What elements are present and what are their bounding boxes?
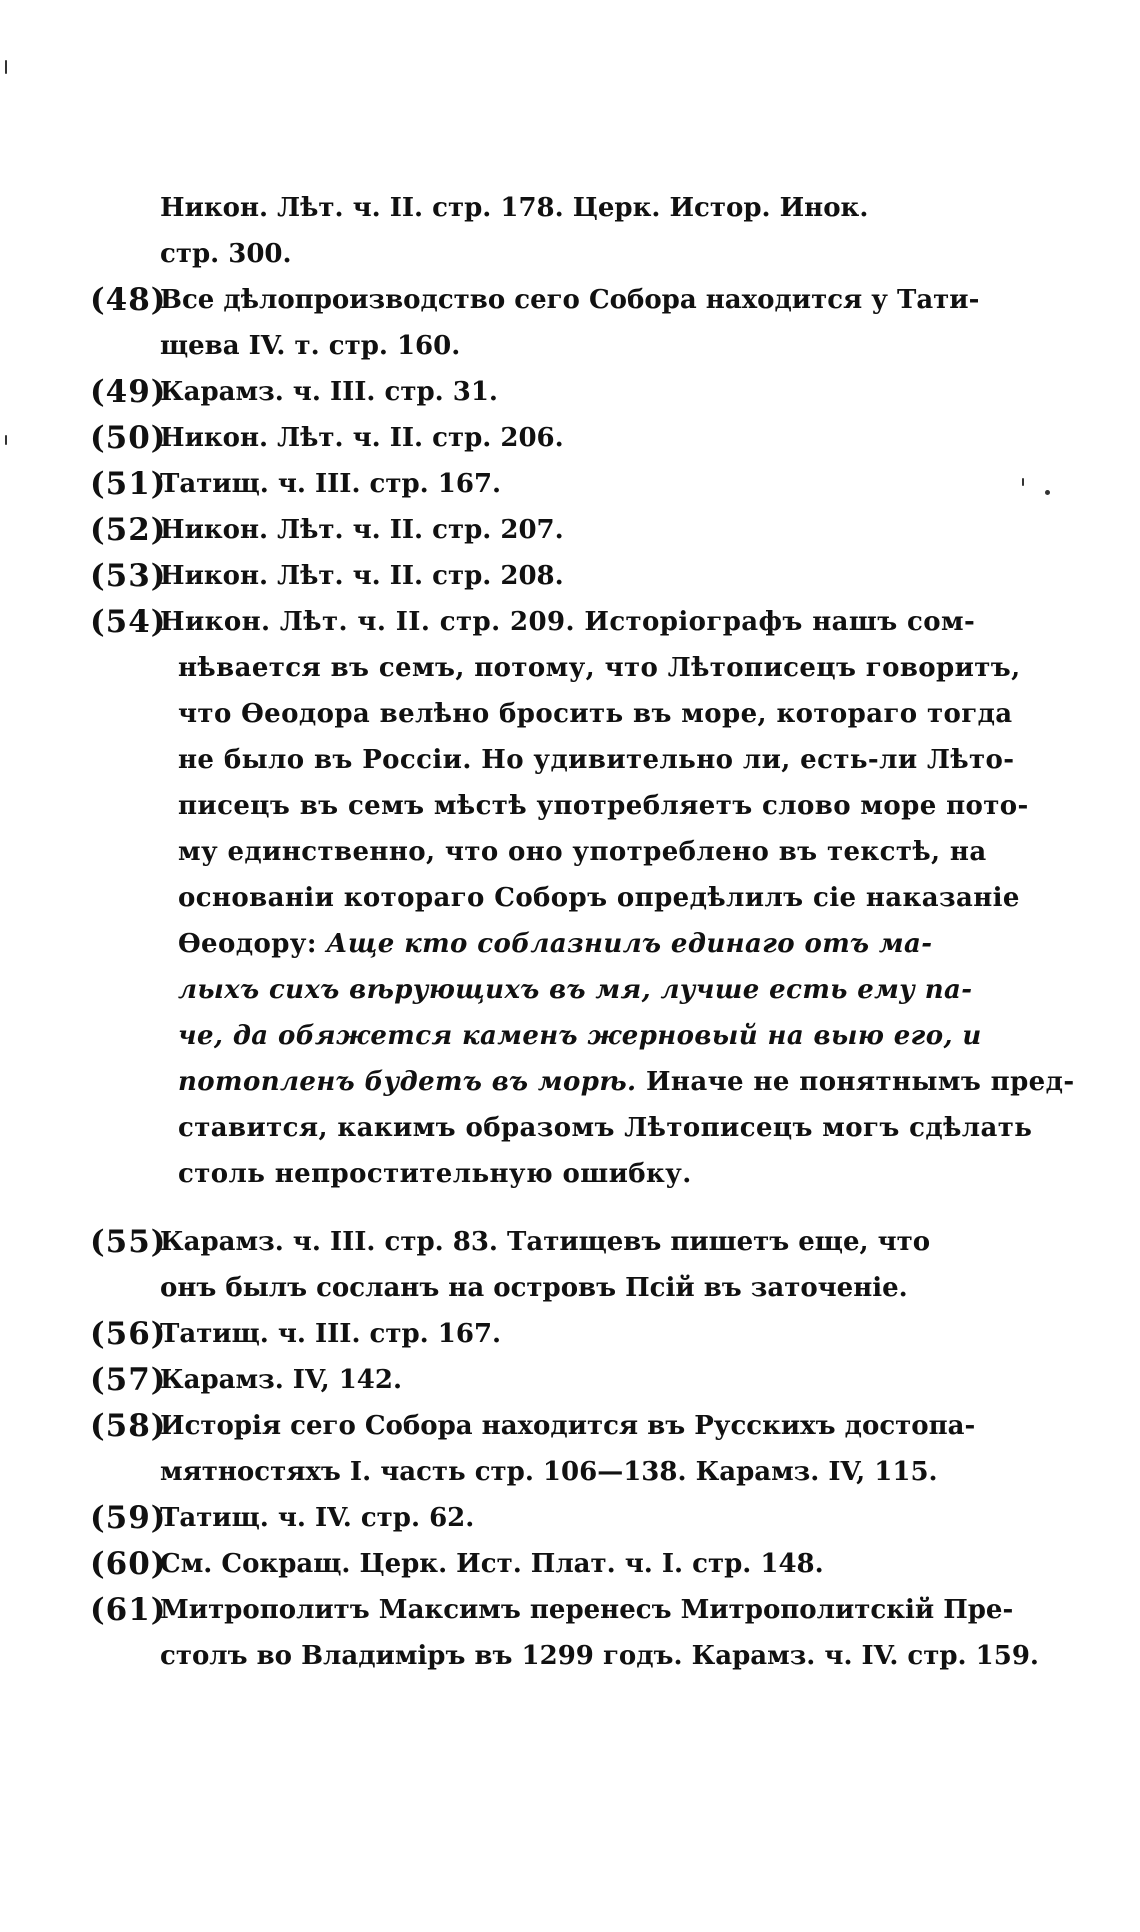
- footnote-60: [90, 1541, 960, 1587]
- note-line: нѣвается въ семъ, потому, что Лѣтописецъ говоритъ,: [178, 653, 1021, 683]
- footnote-number: (55): [90, 1224, 167, 1260]
- footnote-57: [90, 1357, 960, 1403]
- note-line: См. Сокращ. Церк. Ист. Плат. ч. I. стр. 148.: [160, 1549, 824, 1579]
- scripture-quote: потопленъ будетъ въ морѣ.: [178, 1067, 637, 1097]
- note-line: Никон. Лѣт. ч. II. стр. 208.: [160, 561, 564, 591]
- note-line: Татищ. ч. IV. стр. 62.: [160, 1503, 475, 1533]
- note-line: му единственно, что оно употреблено въ текстѣ, на: [178, 837, 987, 867]
- footnote-number: (49): [90, 374, 167, 410]
- footnote-56: [90, 1311, 960, 1357]
- footnote-50: [90, 415, 960, 461]
- footnote-61: [90, 1587, 1039, 1679]
- scan-speck: [5, 435, 7, 445]
- note-line: столъ во Владиміръ въ 1299 годъ. Карамз. ч. IV. стр. 159.: [160, 1641, 1039, 1671]
- note-line: щева IV. т. стр. 160.: [160, 331, 461, 361]
- note-line: основаніи котораго Соборъ опредѣлилъ сіе наказаніе: [178, 883, 1020, 913]
- note-line: Татищ. ч. III. стр. 167.: [160, 469, 502, 499]
- footnote-51: [90, 461, 960, 507]
- note-line: Карамз. ч. III. стр. 31.: [160, 377, 498, 407]
- footnote-55: [90, 1219, 960, 1311]
- scripture-quote: Аще кто соблазнилъ единаго отъ ма-: [326, 929, 933, 959]
- footnote-49: [90, 369, 960, 415]
- note-line: ставится, какимъ образомъ Лѣтописецъ могъ сдѣлать: [178, 1113, 1033, 1143]
- footnote-number: (51): [90, 466, 167, 502]
- footnote-number: (50): [90, 420, 167, 456]
- note-text: Ѳеодору:: [178, 929, 317, 959]
- footnote-number: (60): [90, 1546, 167, 1582]
- footnote-number: (56): [90, 1316, 167, 1352]
- note-line: стр. 300.: [160, 239, 292, 269]
- note-line: Никон. Лѣт. ч. II. стр. 209. Исторіографъ нашъ сом-: [160, 607, 976, 637]
- note-line: писецъ въ семъ мѣстѣ употребляетъ слово море пото-: [178, 791, 1029, 821]
- footnote-53: [90, 553, 960, 599]
- footnote-52: [90, 507, 960, 553]
- note-line-mixed: [100, 1059, 1075, 1105]
- note-line: Никон. Лѣт. ч. II. стр. 207.: [160, 515, 564, 545]
- note-line: Карамз. ч. III. стр. 83. Татищевъ пишетъ еще, что: [160, 1227, 931, 1257]
- note-line: столь непростительную ошибку.: [178, 1159, 692, 1189]
- scan-speck: [1022, 478, 1024, 486]
- footnote-number: (61): [90, 1592, 167, 1628]
- footnote-58: [90, 1403, 976, 1495]
- note-line: Никон. Лѣт. ч. II. стр. 178. Церк. Истор. Инок.: [160, 193, 869, 223]
- footnote-number: (59): [90, 1500, 167, 1536]
- footnote-54: [90, 599, 1075, 1197]
- note-line: Все дѣлопроизводство сего Собора находится у Тати-: [160, 285, 980, 315]
- footnote-number: (48): [90, 282, 167, 318]
- footnote-59: [90, 1495, 960, 1541]
- note-text: Иначе не понятнымъ пред-: [645, 1067, 1075, 1097]
- scripture-quote: че, да обяжется каменъ жерновый на выю его, и: [178, 1021, 982, 1051]
- note-line: Митрополитъ Максимъ перенесъ Митрополитскій Пре-: [160, 1595, 1014, 1625]
- footnote-number: (54): [90, 604, 167, 640]
- spacer: [100, 1197, 960, 1219]
- footnote-number: (53): [90, 558, 167, 594]
- note-line: не было въ Россіи. Но удивительно ли, есть-ли Лѣто-: [178, 745, 1015, 775]
- note-line-mixed: [100, 921, 960, 967]
- footnotes-column: [90, 185, 1075, 1679]
- note-line: Карамз. IV, 142.: [160, 1365, 403, 1395]
- footnote-number: (52): [90, 512, 167, 548]
- scripture-quote: лыхъ сихъ вѣрующихъ въ мя, лучше есть ему па-: [178, 975, 973, 1005]
- footnote-48: [90, 277, 980, 369]
- note-line: онъ былъ сосланъ на островъ Псій въ заточеніе.: [160, 1273, 908, 1303]
- note-line: Никон. Лѣт. ч. II. стр. 206.: [160, 423, 564, 453]
- footnote-47-continued: [100, 185, 960, 277]
- scan-speck: [1045, 490, 1050, 495]
- note-line: Татищ. ч. III. стр. 167.: [160, 1319, 502, 1349]
- note-line: мятностяхъ I. часть стр. 106—138. Карамз. IV, 115.: [160, 1457, 938, 1487]
- note-line: что Ѳеодора велѣно бросить въ море, котораго тогда: [178, 699, 1013, 729]
- footnote-number: (58): [90, 1408, 167, 1444]
- note-line: Исторія сего Собора находится въ Русскихъ достопа-: [160, 1411, 976, 1441]
- footnote-number: (57): [90, 1362, 167, 1398]
- scan-speck: [5, 60, 7, 74]
